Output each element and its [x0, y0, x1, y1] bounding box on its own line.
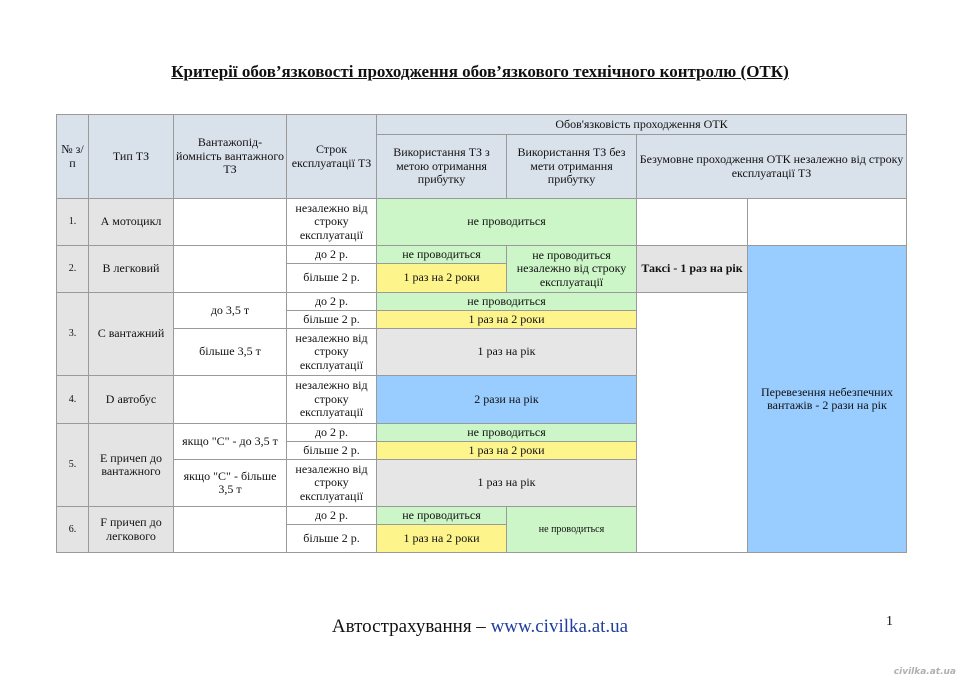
row5-value-a: не проводиться [377, 424, 637, 442]
row5-cap-b: якщо "С" - більше 3,5 т [174, 460, 287, 507]
row6-num: 6. [57, 507, 89, 553]
row6-profit-b: 1 раз на 2 роки [377, 525, 507, 553]
taxi-text: Таксі - 1 раз на рік [641, 261, 743, 276]
footer-label: Автострахування – [331, 616, 491, 637]
row4-type: D автобус [89, 376, 174, 424]
row2-noprofit: не проводиться незалежно від строку експлуатації [507, 246, 637, 293]
watermark: civilka.at.ua [893, 667, 956, 677]
row5-term-c: незалежно від строку експлуатації [287, 460, 377, 507]
page-number: 1 [886, 614, 893, 629]
header-type: Тип ТЗ [89, 115, 174, 199]
row2-capacity [174, 246, 287, 293]
row2-profit-a: не проводиться [377, 246, 507, 264]
row1-type: А мотоцикл [89, 199, 174, 246]
row2-profit-b: 1 раз на 2 роки [377, 264, 507, 293]
row1-dangerous-empty [748, 199, 907, 246]
row3-cap-b: більше 3,5 т [174, 329, 287, 376]
row3-value-b: 1 раз на 2 роки [377, 311, 637, 329]
row3-value-c: 1 раз на рік [377, 329, 637, 376]
row4-value: 2 рази на рік [377, 376, 637, 424]
footer [0, 616, 960, 638]
row6-term-b: більше 2 р. [287, 525, 377, 553]
row3-type: С вантажний [89, 293, 174, 376]
row6-capacity [174, 507, 287, 553]
row5-num: 5. [57, 424, 89, 507]
row4-term: незалежно від строку експлуатації [287, 376, 377, 424]
row4-capacity [174, 376, 287, 424]
row2-num: 2. [57, 246, 89, 293]
row3-term-c: незалежно від строку експлуатації [287, 329, 377, 376]
header-profit: Використання ТЗ з метою отримання прибутку [377, 135, 507, 199]
row3-num: 3. [57, 293, 89, 376]
row1-num: 1. [57, 199, 89, 246]
row5-term-a: до 2 р. [287, 424, 377, 442]
header-capacity: Вантажопід-йомність вантажного ТЗ [174, 115, 287, 199]
row5-type: E причеп до вантажного [89, 424, 174, 507]
row3-term-a: до 2 р. [287, 293, 377, 311]
row6-noprofit: не проводиться [507, 507, 637, 553]
row6-profit-a: не проводиться [377, 507, 507, 525]
row1-value: не проводиться [377, 199, 637, 246]
row2-taxi [637, 246, 748, 293]
row6-type: F причеп до легкового [89, 507, 174, 553]
taxi-column-empty [637, 293, 748, 553]
row1-capacity [174, 199, 287, 246]
row5-value-c: 1 раз на рік [377, 460, 637, 507]
dangerous-goods-cell: Перевезення небезпечних вантажів - 2 рази на рік [748, 246, 907, 553]
row1-taxi-empty [637, 199, 748, 246]
header-unconditional: Безумовне проходження ОТК незалежно від строку експлуатації ТЗ [637, 135, 907, 199]
row3-cap-a: до 3,5 т [174, 293, 287, 329]
row3-value-a: не проводиться [377, 293, 637, 311]
header-num: № з/п [57, 115, 89, 199]
row6-term-a: до 2 р. [287, 507, 377, 525]
row1-term: незалежно від строку експлуатації [287, 199, 377, 246]
row2-term-a: до 2 р. [287, 246, 377, 264]
row3-term-b: більше 2 р. [287, 311, 377, 329]
footer-site-link[interactable]: www.civilka.at.ua [490, 616, 629, 637]
header-noprofit: Використання ТЗ без мети отримання прибутку [507, 135, 637, 199]
row4-num: 4. [57, 376, 89, 424]
row5-cap-a: якщо "С" - до 3,5 т [174, 424, 287, 460]
otk-criteria-table [56, 114, 907, 553]
row5-term-b: більше 2 р. [287, 442, 377, 460]
header-term: Строк експлуатації ТЗ [287, 115, 377, 199]
header-otk-group: Обов'язковість проходження ОТК [377, 115, 907, 135]
row2-term-b: більше 2 р. [287, 264, 377, 293]
row5-value-b: 1 раз на 2 роки [377, 442, 637, 460]
row2-type: В легковий [89, 246, 174, 293]
page-title: Критерії обов’язковості проходження обов’язкового технічного контролю (ОТК) [171, 62, 789, 81]
